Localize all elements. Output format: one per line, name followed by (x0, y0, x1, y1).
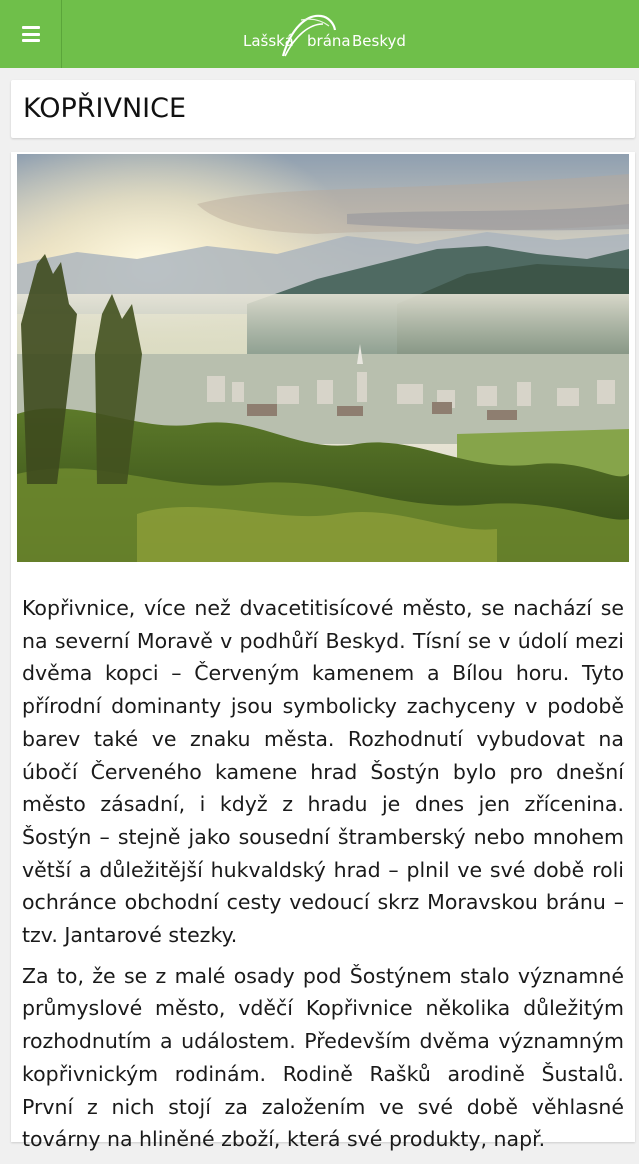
page-title: KOPŘIVNICE (23, 93, 187, 124)
top-app-bar (0, 0, 639, 68)
page-title-card (11, 80, 635, 138)
article-paragraph-2: Za to, že se z malé osady pod Šostýnem stalo významné průmyslové město, vděčí Kopřivnice několika důležitým rozhodnutím a událostem. Především dvěma významným kopřivnickým rodinám. Rodině Rašků arodině Šustalů. První z nich stojí za založením ve své době věhlasné továrny na hliněné zboží, která své produkty, např. (22, 963, 624, 1152)
article-body (22, 592, 624, 1164)
app-logo[interactable] (225, 10, 415, 60)
logo-word-1: Lašská (243, 32, 294, 50)
article-card (11, 152, 635, 1152)
article-paragraph-1: Kopřivnice, více než dvacetitisícové město, se nachází se na severní Moravě v podhůří Beskyd. Tísní se v údolí mezi dvěma kopci – Červeným kamenem a Bílou horu. Tyto přírodní dominanty jsou symbolicky zachyceny v podobě barev také ve znaku města. Rozhodnutí vybudovat na úbočí Červeného kamene hrad Šostýn bylo pro dnešní město zásadní, i když z hradu je dnes jen zřícenina. Šostýn – stejně jako sousední štramberský nebo mnohem větší a důležitější hukvaldský hrad – plnil ve své době roli ochránce obchodní cesty vedoucí skrz Moravskou bránu – tzv. Jantarové stezky. (22, 596, 624, 948)
hamburger-icon (22, 26, 40, 42)
town-landscape-photo (17, 154, 629, 562)
logo-word-3: Beskyd (352, 32, 406, 50)
logo-word-2: brána (307, 32, 351, 50)
menu-button[interactable] (0, 0, 62, 68)
landscape-image (17, 154, 629, 562)
